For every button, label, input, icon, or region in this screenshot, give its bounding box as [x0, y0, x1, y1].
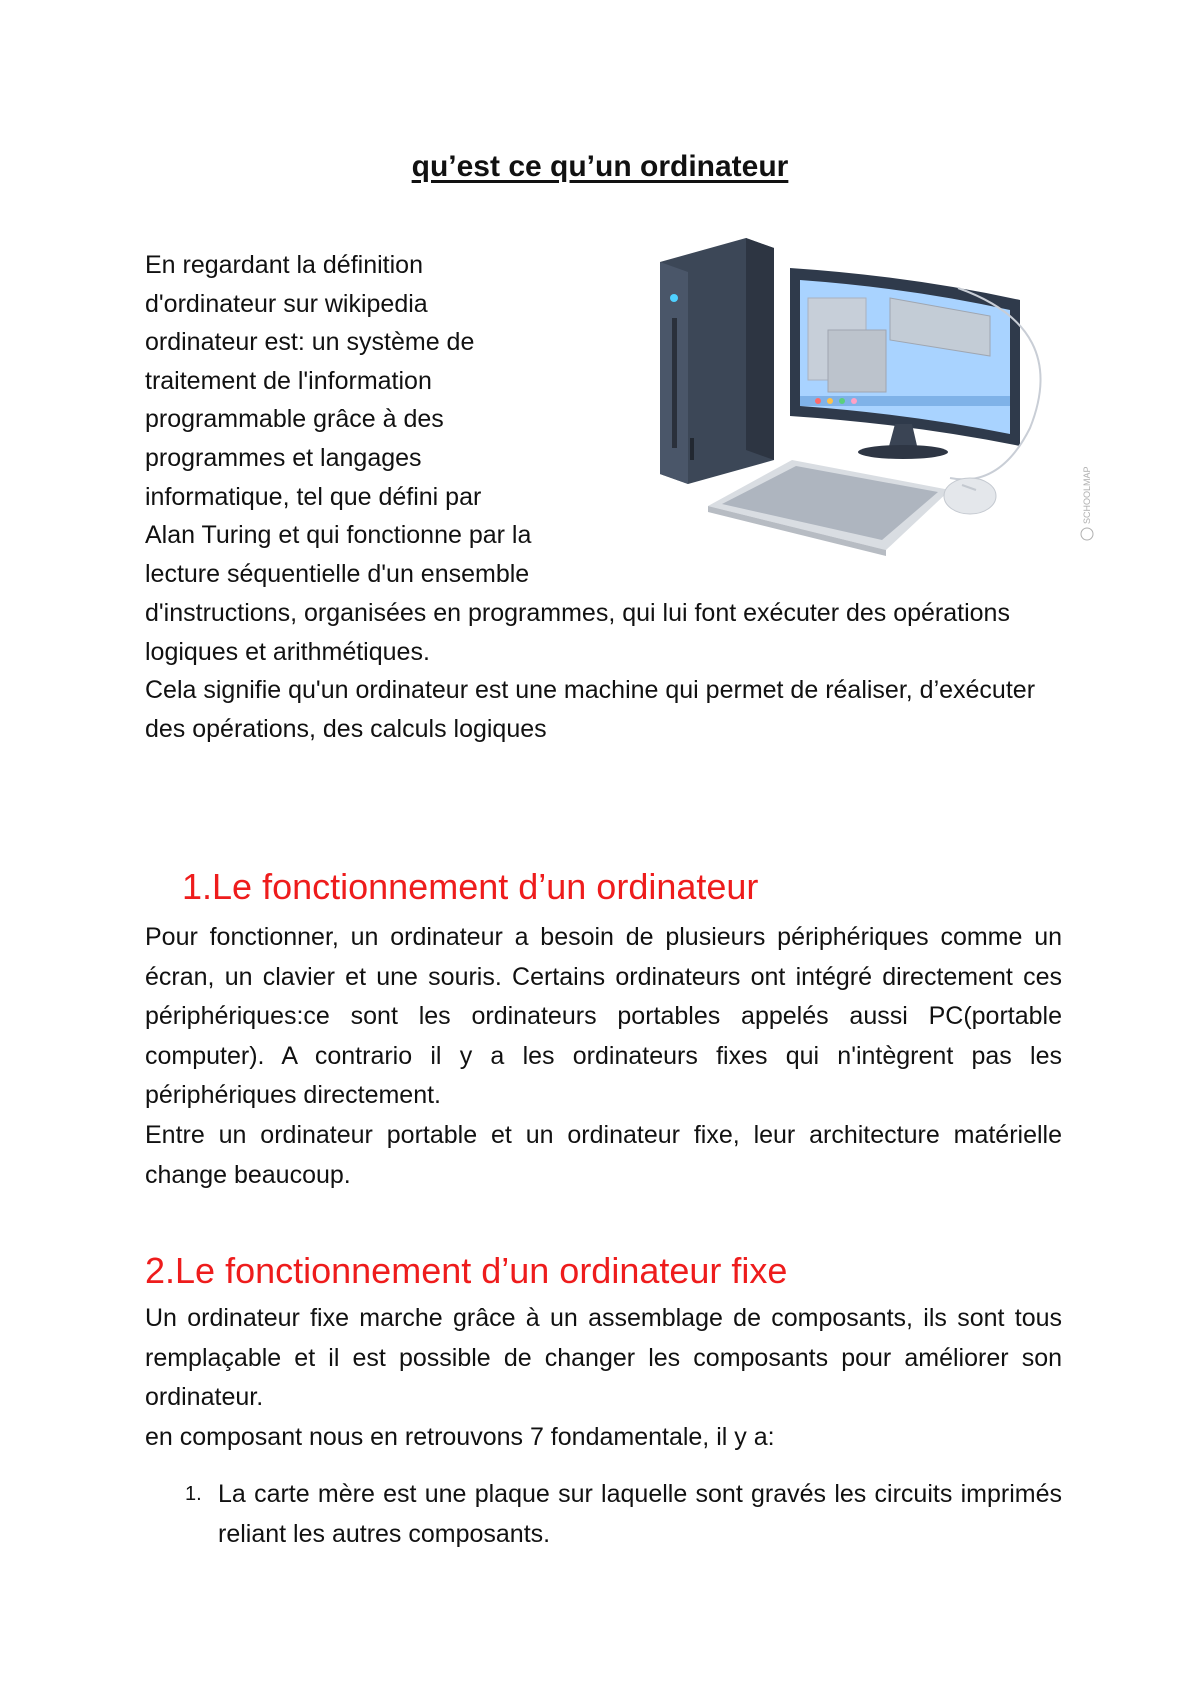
intro-continuation-block: [145, 594, 1065, 748]
intro-continuation: d'instructions, organisées en programmes, qui lui font exécuter des opérations logiques et arithmétiques.: [145, 599, 1010, 666]
list-item: [145, 1475, 1062, 1554]
section-1-number: 1.: [182, 866, 213, 907]
keyboard: [708, 460, 950, 556]
intro-line: d'ordinateur sur wikipedia: [145, 289, 428, 318]
intro-line: informatique, tel que défini par: [145, 482, 482, 511]
intro-line: programmable grâce à des: [145, 405, 444, 434]
list-item-number: 1.: [185, 1483, 202, 1505]
desktop-computer-illustration: [650, 238, 1100, 578]
section-1-paragraph-b: Entre un ordinateur portable et un ordinateur fixe, leur architecture matérielle change beaucoup.: [145, 1120, 1062, 1189]
intro-line: programmes et langages: [145, 443, 422, 472]
intro-paragraph: [145, 246, 615, 593]
list-item-text: La carte mère est une plaque sur laquelle sont gravés les circuits imprimés reliant les autres composants.: [218, 1480, 1062, 1548]
section-1-heading: [182, 866, 758, 908]
section-1-paragraph-a: Pour fonctionner, un ordinateur a besoin de plusieurs périphériques comme un écran, un clavier et une souris. Certains ordinateurs ont intégré directement ces périphériques:ce sont les ordinateurs portables appelés aussi PC(portable computer). A contrario il y a les ordinateurs fixes qui n'intègrent pas les périphériques directement.: [145, 923, 1062, 1110]
monitor: [790, 268, 1020, 459]
intro-line: Alan Turing et qui fonctionne par la: [145, 521, 532, 550]
tower-unit: [660, 238, 774, 484]
section-1-heading-text: Le fonctionnement d’un ordinateur: [212, 866, 759, 907]
page-title: qu’est ce qu’un ordinateur: [411, 150, 789, 183]
section-2-body: [145, 1299, 1062, 1457]
illustration-credit: SCHOOLMAP: [1082, 466, 1092, 524]
intro-line: ordinateur est: un système de: [145, 328, 475, 357]
intro-line: traitement de l'information: [145, 366, 432, 395]
section-2-paragraph-b: en composant nous en retrouvons 7 fondamentale, il y a:: [145, 1422, 775, 1451]
section-1-body: [145, 918, 1062, 1195]
section-2-heading: 2.Le fonctionnement d’un ordinateur fixe: [145, 1250, 788, 1291]
intro-meaning: Cela signifie qu'un ordinateur est une machine qui permet de réaliser, d’exécuter des opérations, des calculs logiques: [145, 676, 1036, 743]
intro-line: En regardant la définition: [145, 251, 423, 279]
section-2-paragraph-a: Un ordinateur fixe marche grâce à un assemblage de composants, ils sont tous remplaçable et il est possible de changer les composants pour améliorer son ordinateur.: [145, 1304, 1062, 1412]
intro-line: lecture séquentielle d'un ensemble: [145, 559, 530, 588]
